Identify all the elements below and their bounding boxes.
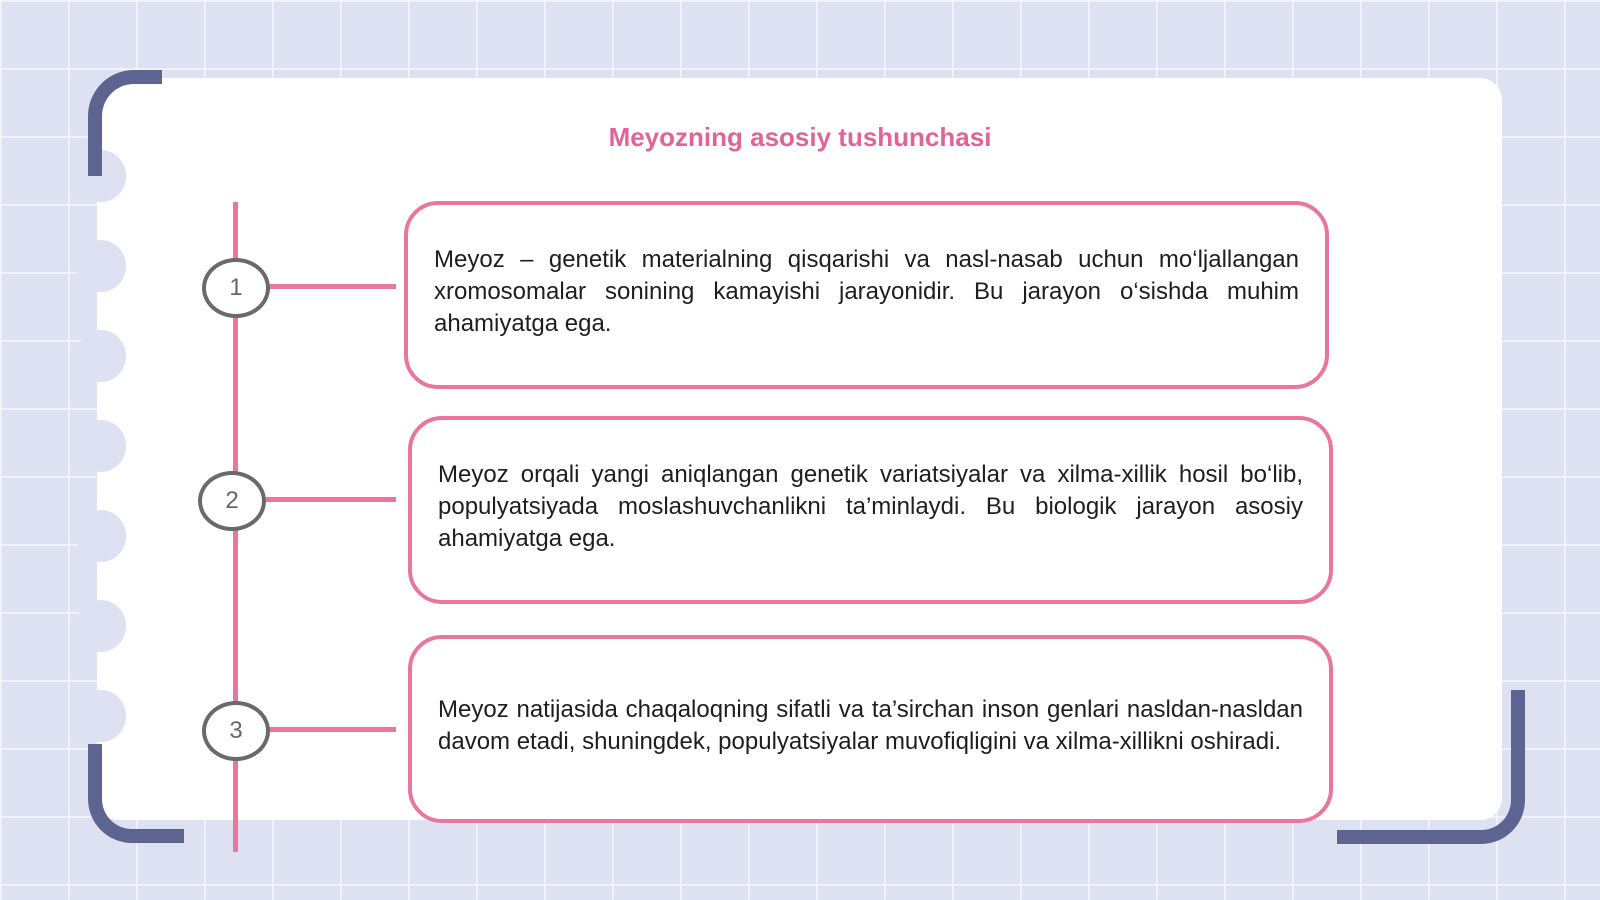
info-box-2 (408, 416, 1333, 604)
corner-bracket-top-left (88, 70, 162, 176)
connector-line (266, 727, 396, 732)
connector-line (266, 284, 396, 289)
step-number-3: 3 (202, 701, 270, 761)
step-number-1: 1 (202, 258, 270, 318)
binder-notch (76, 240, 126, 292)
binder-notch (76, 690, 126, 742)
info-box-1 (404, 201, 1329, 389)
info-text-2: Meyoz orqali yangi aniqlangan genetik variatsiyalar va xilma-xillik hosil bo‘lib, populyatsiyada moslashuvchanlikni ta’minlaydi. Bu biologik jarayon asosiy ahamiyatga ega. (438, 461, 1303, 552)
info-text-3: Meyoz natijasida chaqaloqning sifatli va ta’sirchan inson genlari nasldan-nasldan davom etadi, shuningdek, populyatsiyalar muvofiqligini va xilma-xillikni oshiradi. (438, 696, 1303, 755)
corner-bracket-bottom-right (1337, 690, 1525, 844)
info-text-1: Meyoz – genetik materialning qisqarishi va nasl-nasab uchun mo‘ljallangan xromosomalar sonining kamayishi jarayonidir. Bu jarayon o‘sishda muhim ahamiyatga ega. (434, 246, 1299, 337)
connector-line (266, 497, 396, 502)
step-number-2: 2 (198, 471, 266, 531)
info-box-3 (408, 635, 1333, 823)
binder-notch (76, 330, 126, 382)
binder-notch (76, 420, 126, 472)
binder-notch (76, 510, 126, 562)
binder-notch (76, 600, 126, 652)
page-title: Meyozning asosiy tushunchasi (608, 122, 992, 152)
corner-bracket-bottom-left (88, 744, 184, 843)
